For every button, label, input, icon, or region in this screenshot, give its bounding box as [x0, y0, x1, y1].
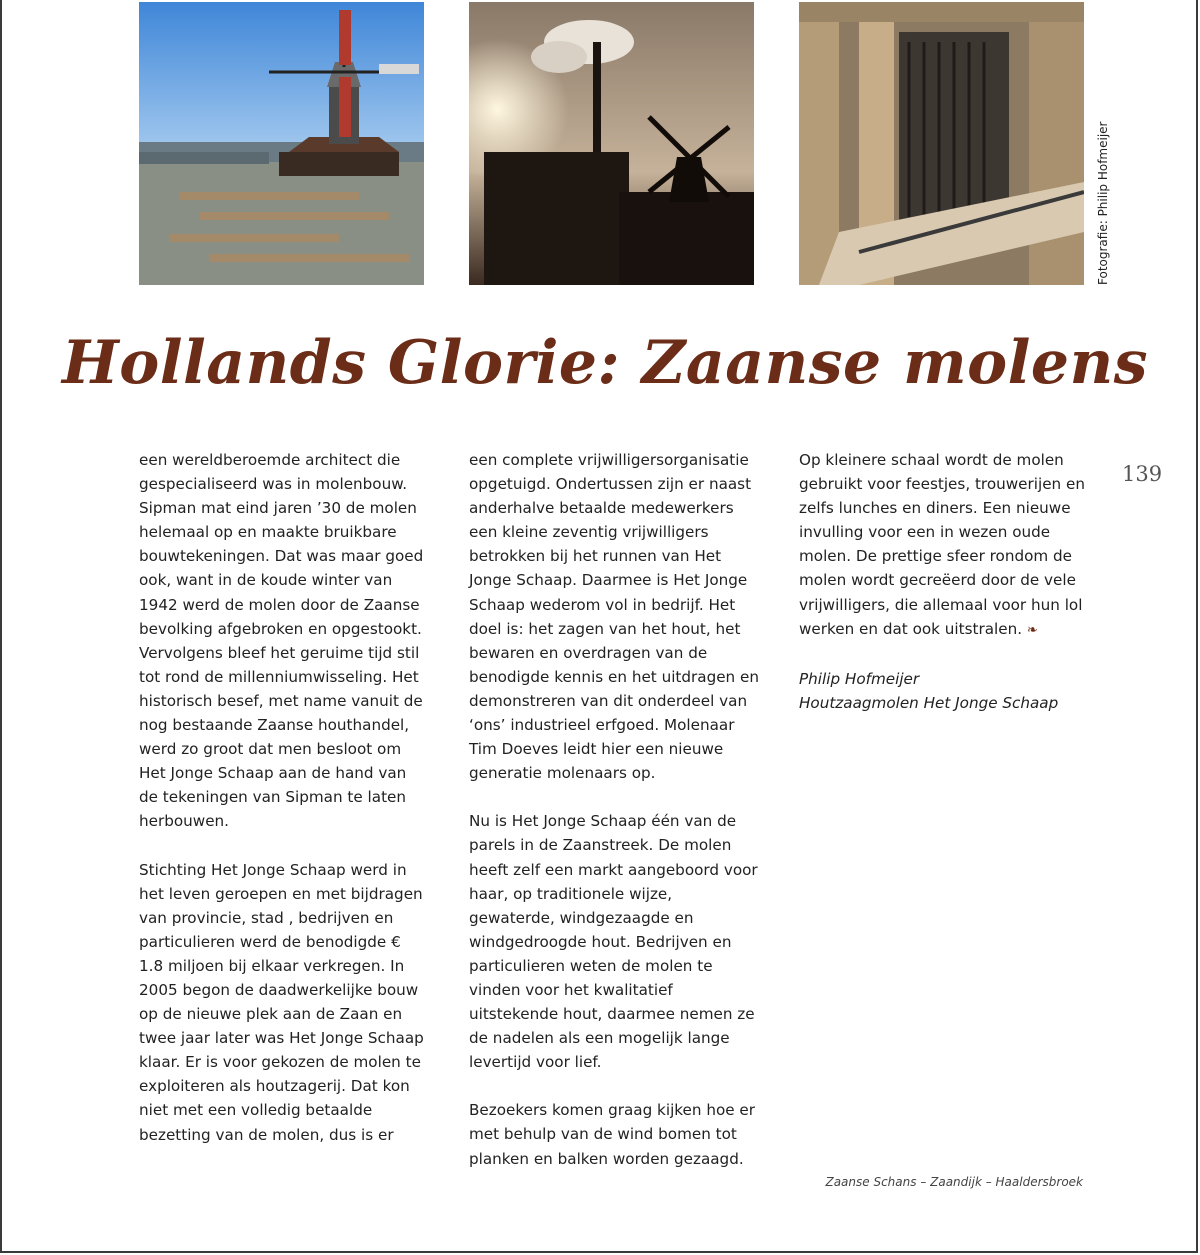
author-name: Philip Hofmeijer [799, 669, 920, 688]
windmill-harbor-photo [139, 2, 424, 285]
text-column-3 [799, 448, 1089, 715]
page-number: 139 [1122, 462, 1163, 486]
paragraph: Nu is Het Jonge Schaap één van de parels in de Zaanstreek. De molen heeft zelf een markt aangeboord voor haar, op traditionele wijze, gewaterde, windgezaagde en windgedroogde hout. Bedrijven en particulieren weten de molen te vinden voor het kwalitatief uitstekende hout, daarmee nemen ze de nadelen als een mogelijk lange levertijd voor lief. [469, 812, 758, 1072]
paragraph: een complete vrijwilligersorganisatie opgetuigd. Ondertussen zijn er naast anderhalve betaalde medewerkers een kleine zeventig vrijwilligers betrokken bij het runnen van Het Jonge Schaap. Daarmee is Het Jonge Schaap wederom vol in bedrijf. Het doel is: het zagen van het hout, het bewaren en overdragen van de benodigde kennis en het uitdragen en demonstreren van dit onderdeel van ‘ons’ industrieel erfgoed. Molenaar Tim Doeves leidt hier een nieuwe generatie molenaars op. [469, 451, 759, 783]
page-title: Hollands Glorie: Zaanse molens [62, 328, 1148, 398]
paragraph: Bezoekers komen graag kijken hoe er met behulp van de wind bomen tot planken en balken worden gezaagd. [469, 1101, 756, 1168]
paragraph: een wereldberoemde architect die gespecialiseerd was in molenbouw. Sipman mat eind jaren ’30 de molen helemaal op en maakte bruikbare bouwtekeningen. Dat was maar goed ook, want in de koude winter van 1942 werd de molen door de Zaanse bevolking afgebroken en opgestookt. Vervolgens bleef het geruime tijd stil tot rond de millenniumwisseling. Het historisch besef, met name vanuit de nog bestaande Zaanse houthandel, werd zo groot dat men besloot om Het Jonge Schaap aan de hand van de tekeningen van Sipman te laten herbouwen. [139, 451, 424, 831]
text-column-1 [139, 448, 429, 1171]
paragraph: Stichting Het Jonge Schaap werd in het leven geroepen en met bijdragen van provincie, stad , bedrijven en particulieren werd de benodigde € 1.8 miljoen bij elkaar verkregen. In 2005 begon de daadwerkelijke bouw op de nieuwe plek aan de Zaan en twee jaar later was Het Jonge Schaap klaar. Er is voor gekozen de molen te exploiteren als houtzagerij. Dat kon niet met een volledig betaalde bezetting van de molen, dus is er [139, 860, 424, 1144]
text-column-2 [469, 448, 759, 1195]
sawmill-interior-photo [799, 2, 1084, 285]
paragraph [799, 448, 1089, 643]
fleuron-icon: ❧ [1026, 622, 1038, 638]
photo-credit: Fotografie: Philip Hofmeijer [1096, 121, 1110, 285]
factory-windmill-silhouette-photo [469, 2, 754, 285]
paragraph-text: Op kleinere schaal wordt de molen gebruikt voor feestjes, trouwerijen en zelfs lunches en diners. Een nieuwe invulling voor een in wezen oude molen. De prettige sfeer rondom de molen wordt gecreëerd door de vele vrijwilligers, die allemaal voor hun lol werken en dat ook uitstralen. [799, 451, 1085, 638]
running-footer: Zaanse Schans – Zaandijk – Haaldersbroek [825, 1175, 1083, 1189]
author-affiliation: Houtzaagmolen Het Jonge Schaap [799, 693, 1059, 712]
